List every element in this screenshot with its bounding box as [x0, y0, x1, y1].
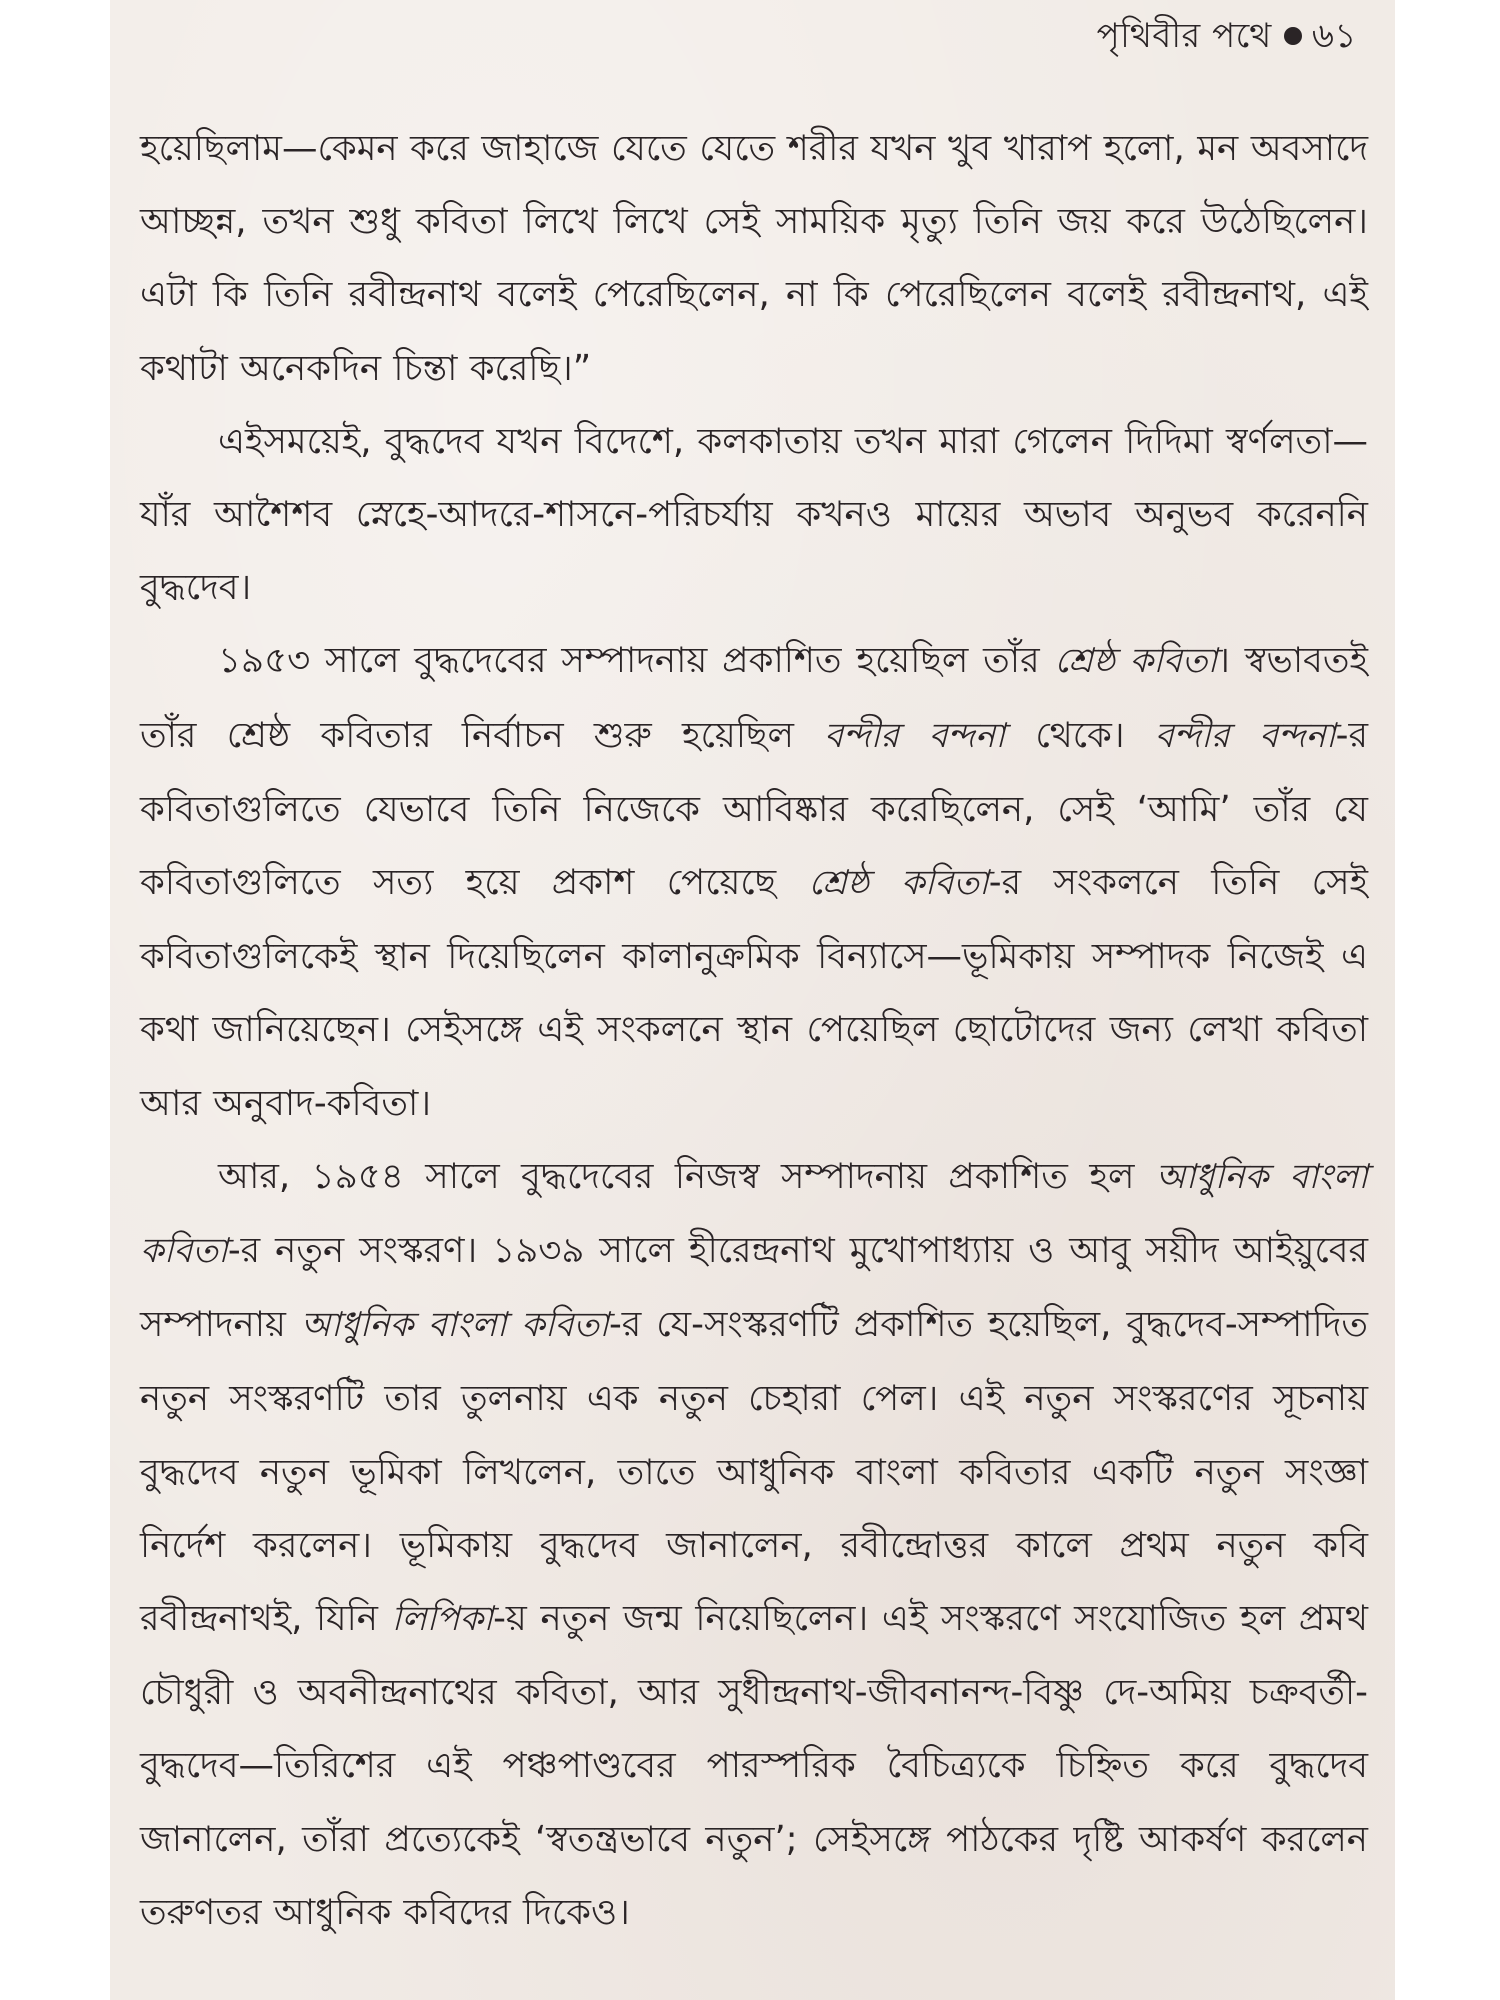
book-title-italic: বন্দীর বন্দনা	[824, 715, 1006, 756]
book-title-italic: লিপিকা	[391, 1599, 494, 1640]
text-run: -র কবিতাগুলিতে যেভাবে তিনি নিজেকে আবিষ্কার করেছিলেন, সেই ‘আমি’ তাঁর যে কবিতাগুলিতে সত্য হয়ে প্রকাশ পেয়েছে	[140, 714, 1369, 904]
text-run: এইসময়েই, বুদ্ধদেব যখন বিদেশে, কলকাতায় তখন মারা গেলেন দিদিমা স্বর্ণলতা—যাঁর আশৈশব স্নেহে-আদরে-শাসনে-পরিচর্যায় কখনও মায়ের অভাব অনুভব করেননি বুদ্ধদেব।	[140, 420, 1368, 609]
book-title-italic: শ্রেষ্ঠ কবিতা	[1054, 641, 1218, 682]
text-run: -র যে-সংস্করণটি প্রকাশিত হয়েছিল, বুদ্ধদেব-সম্পাদিত নতুন সংস্করণটি তার তুলনায় এক নতুন চেহারা পেল। এই নতুন সংস্করণের সূচনায় বুদ্ধদেব নতুন ভূমিকা লিখলেন, তাতে আধুনিক বাংলা কবিতার একটি নতুন সংজ্ঞা নির্দেশ করলেন। ভূমিকায় বুদ্ধদেব জানালেন, রবীন্দ্রোত্তর কালে প্রথম নতুন কবি রবীন্দ্রনাথই, যিনি	[140, 1304, 1368, 1640]
running-head	[1097, 14, 1357, 58]
paragraph-2	[140, 405, 1368, 625]
paragraph-4	[140, 1140, 1368, 1949]
text-run: ১৯৫৩ সালে বুদ্ধদেবের সম্পাদনায় প্রকাশিত হয়েছিল তাঁর	[218, 640, 1055, 682]
text-run: হয়েছিলাম—কেমন করে জাহাজে যেতে যেতে শরীর যখন খুব খারাপ হলো, মন অবসাদে আচ্ছন্ন, তখন শুধু কবিতা লিখে লিখে সেই সাময়িক মৃত্যু তিনি জয় করে উঠেছিলেন। এটা কি তিনি রবীন্দ্রনাথ বলেই পেরেছিলেন, না কি পেরেছিলেন বলেই রবীন্দ্রনাথ, এই কথাটা অনেকদিন চিন্তা করেছি।”	[140, 128, 1368, 389]
paragraph-3	[140, 624, 1368, 1139]
book-title-italic: আধুনিক বাংলা কবিতা	[300, 1305, 609, 1346]
book-title-italic: শ্রেষ্ঠ কবিতা	[808, 863, 989, 904]
text-run: -য় নতুন জন্ম নিয়েছিলেন। এই সংস্করণে সংযোজিত হল প্রমথ চৌধুরী ও অবনীন্দ্রনাথের কবিতা, আর সুধীন্দ্রনাথ-জীবনানন্দ-বিষ্ণু দে-অমিয় চক্রবর্তী-বুদ্ধদেব—তিরিশের এই পঞ্চপাণ্ডবের পারস্পরিক বৈচিত্র্যকে চিহ্নিত করে বুদ্ধদেব জানালেন, তাঁরা প্রত্যেকেই ‘স্বতন্ত্রভাবে নতুন’; সেইসঙ্গে পাঠকের দৃষ্টি আকর্ষণ করলেন তরুণতর আধুনিক কবিদের দিকেও।	[140, 1598, 1368, 1933]
book-title-italic: আধুনিক বাংলা কবিতা	[140, 1156, 1368, 1272]
text-run: -র সংকলনে তিনি সেই কবিতাগুলিকেই স্থান দিয়েছিলেন কালানুক্রমিক বিন্যাসে—ভূমিকায় সম্পাদক নিজেই এ কথা জানিয়েছেন। সেইসঙ্গে এই সংকলনে স্থান পেয়েছিল ছোটোদের জন্য লেখা কবিতা আর অনুবাদ-কবিতা।	[140, 862, 1368, 1124]
book-title-italic: বন্দীর বন্দনা	[1154, 715, 1336, 756]
body-text	[140, 112, 1368, 1949]
text-run: থেকে।	[1005, 714, 1155, 756]
bullet-dot-icon	[1284, 27, 1302, 45]
running-title: পৃথিবীর পথে	[1096, 16, 1272, 56]
paragraph-1	[140, 112, 1368, 405]
text-run: -র নতুন সংস্করণ। ১৯৩৯ সালে হীরেন্দ্রনাথ মুখোপাধ্যায় ও আবু সয়ীদ আইয়ুবের সম্পাদনায়	[140, 1230, 1368, 1346]
text-run: আর, ১৯৫৪ সালে বুদ্ধদেবের নিজস্ব সম্পাদনায় প্রকাশিত হল	[218, 1155, 1156, 1197]
text-run: । স্বভাবতই তাঁর শ্রেষ্ঠ কবিতার নির্বাচন শুরু হয়েছিল	[140, 640, 1368, 756]
page-number: ৬১	[1311, 16, 1357, 56]
book-page	[110, 0, 1395, 2000]
